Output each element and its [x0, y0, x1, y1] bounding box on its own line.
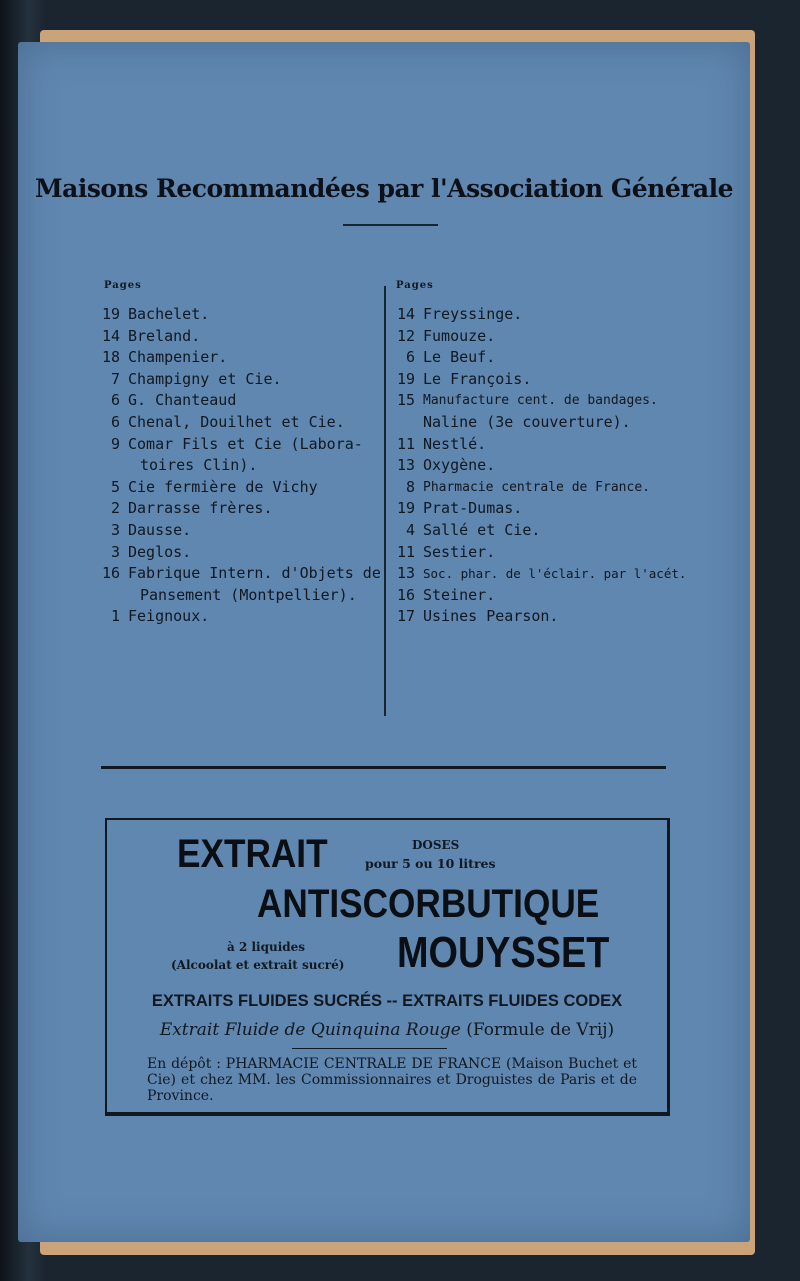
- list-item: 18 Champenier.: [101, 348, 228, 367]
- list-item: 19 Prat-Dumas.: [396, 499, 523, 518]
- list-item: 2 Darrasse frères.: [110, 499, 273, 518]
- list-item: 9 Comar Fils et Cie (Labora-: [110, 434, 363, 453]
- ad-alcoolat: (Alcoolat et extrait sucré): [171, 958, 345, 972]
- list-item: 16 Steiner.: [396, 585, 496, 604]
- list-item: 11 Sestier.: [396, 542, 496, 561]
- list-item: 7 Champigny et Cie.: [110, 369, 282, 388]
- list-item: 6 Chenal, Douilhet et Cie.: [110, 412, 345, 431]
- section-rule: [101, 766, 666, 769]
- list-item: 3 Deglos.: [110, 542, 192, 561]
- title-rule: [343, 224, 438, 226]
- pages-label-left: Pages: [104, 280, 142, 291]
- list-item-continuation: toires Clin).: [140, 456, 258, 475]
- list-item: 4 Sallé et Cie.: [405, 520, 541, 539]
- list-item: 13 Oxygène.: [396, 456, 496, 475]
- list-item: 3 Dausse.: [110, 520, 192, 539]
- list-item: 12 Fumouze.: [396, 326, 496, 345]
- ad-fluides-line: EXTRAITS FLUIDES SUCRÉS -- EXTRAITS FLUIDES CODEX: [151, 992, 623, 1010]
- right-column-list: [393, 304, 703, 628]
- list-item: 13 Soc. phar. de l'éclair. par l'acét.: [396, 564, 687, 583]
- list-item-continuation: Naline (3e couverture).: [423, 412, 631, 431]
- list-item: 6 G. Chanteaud: [110, 391, 237, 410]
- ad-quinquina-italic: Extrait Fluide de Quinquina Rouge: [159, 1020, 461, 1040]
- ad-headline-antiscorbutique: ANTISCORBUTIQUE: [257, 882, 600, 926]
- list-item: 16 Fabrique Intern. d'Objets de: [101, 564, 381, 583]
- list-item: 19 Bachelet.: [101, 305, 210, 323]
- list-item: 14 Freyssinge.: [396, 305, 523, 323]
- list-item: 6 Le Beuf.: [405, 348, 496, 367]
- list-item: 19 Le François.: [396, 369, 532, 388]
- left-column-list: [98, 304, 388, 628]
- list-item-continuation: Pansement (Montpellier).: [140, 585, 357, 604]
- ad-bottom-rule: [105, 1112, 667, 1115]
- ad-headline-extrait: EXTRAIT: [177, 832, 328, 876]
- list-item: 11 Nestlé.: [396, 434, 487, 453]
- advertisement-box: [105, 818, 670, 1116]
- ad-brand-mouysset: MOUYSSET: [397, 928, 610, 977]
- document-page: [18, 42, 750, 1242]
- ad-quinquina-line: [107, 1020, 667, 1040]
- list-item: 1 Feignoux.: [110, 607, 210, 626]
- ad-doses: DOSES: [412, 838, 460, 852]
- page-title: Maisons Recommandées par l'Association Générale: [34, 174, 734, 203]
- ad-inner-rule: [292, 1048, 447, 1049]
- pages-label-right: Pages: [396, 280, 434, 291]
- list-item: 5 Cie fermière de Vichy: [110, 477, 318, 496]
- ad-dose-detail: pour 5 ou 10 litres: [365, 856, 496, 871]
- ad-liquides: à 2 liquides: [227, 940, 306, 954]
- ad-depot-text: En dépôt : PHARMACIE CENTRALE DE FRANCE (Maison Buchet et Cie) et chez MM. les Commissionnaires et Droguistes de Paris et de Province.: [147, 1056, 637, 1104]
- list-item: 17 Usines Pearson.: [396, 607, 559, 626]
- list-item: 8 Pharmacie centrale de France.: [405, 477, 650, 496]
- ad-quinquina-formula: (Formule de Vrij): [460, 1020, 615, 1040]
- list-item: 15 Manufacture cent. de bandages.: [396, 391, 658, 410]
- list-item: 14 Breland.: [101, 326, 201, 345]
